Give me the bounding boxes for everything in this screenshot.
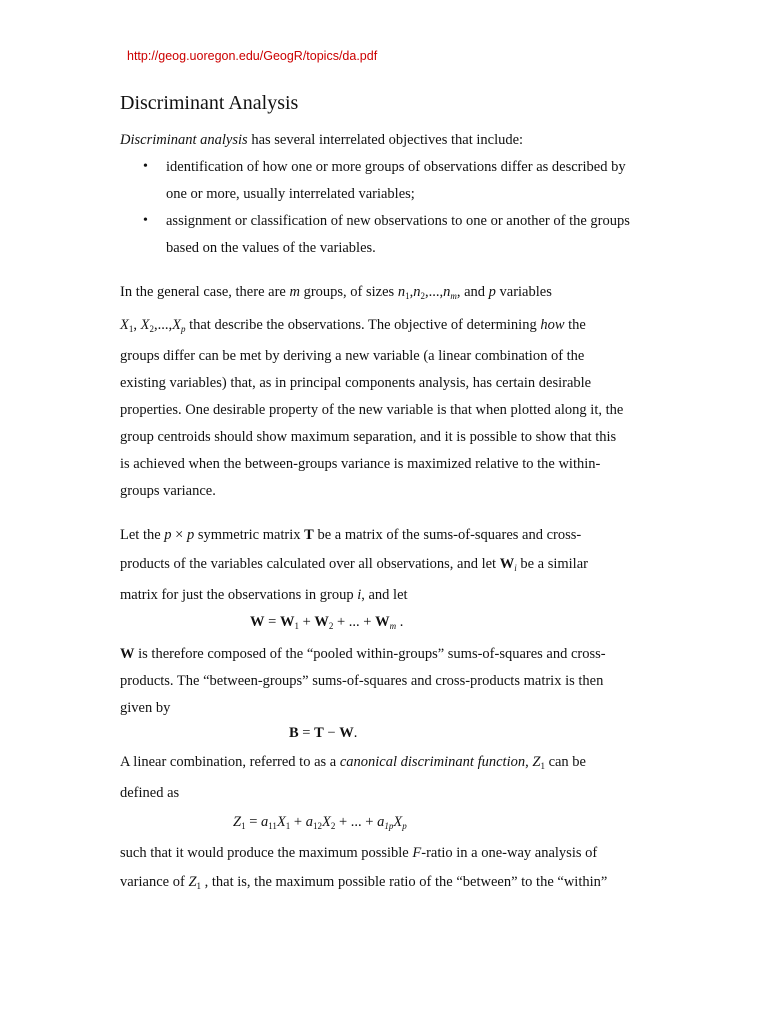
para5-line-1: such that it would produce the maximum possible F-ratio in a one-way analysis of [120,845,598,861]
para1-line-2: $X_1$, $X_2,...,X_p$ that describe the observations. The objective of determining how the [120,317,586,334]
para1-line-3: groups differ can be met by deriving a new variable (a linear combination of the [120,348,585,364]
equation-b: B = T − W. [289,725,358,741]
equation-z1: $Z_1 = a_{11}X_1 + a_{12}X_2$ + ... + $a_{1p}X_p$ [233,814,407,831]
bullet-2-line-1: assignment or classification of new observations to one or another of the groups [166,213,630,229]
para1-line-7: is achieved when the between-groups variance is maximized relative to the within- [120,456,601,472]
bullet-1-line-2: one or more, usually interrelated variables; [166,186,415,202]
para2-line-1: Let the p × p symmetric matrix T be a matrix of the sums-of-squares and cross- [120,527,582,543]
bullet-1-line-1: identification of how one or more groups of observations differ as described by [166,159,626,175]
para3-line-1: W is therefore composed of the “pooled within-groups” sums-of-squares and cross- [120,646,606,662]
para5-line-2: variance of $Z_1$ , that is, the maximum possible ratio of the “between” to the “within” [120,874,608,891]
bullet-marker: • [143,213,148,228]
para1-line-6: group centroids should show maximum separation, and it is possible to show that this [120,429,617,445]
para2-line-3: matrix for just the observations in group i, and let [120,587,408,603]
para4-line-1: A linear combination, referred to as a canonical discriminant function, $Z_1$ can be [120,754,586,771]
para4-line-2: defined as [120,785,180,801]
intro-line: Discriminant analysis has several interrelated objectives that include: [120,132,524,148]
equation-w-sum: $W = W_1 + W_2$ + ... + $W_m$ . [250,614,404,631]
page-title: Discriminant Analysis [120,92,299,114]
para3-line-2: products. The “between-groups” sums-of-squares and cross-products matrix is then [120,673,604,689]
para1-line-5: properties. One desirable property of the new variable is that when plotted along it, the [120,402,624,418]
bullet-2-line-2: based on the values of the variables. [166,240,376,256]
source-url-link[interactable]: http://geog.uoregon.edu/GeogR/topics/da.pdf [127,49,378,63]
para1-line-8: groups variance. [120,483,216,499]
para1-line-4: existing variables) that, as in principal components analysis, has certain desirable [120,375,592,391]
para2-line-2: products of the variables calculated over all observations, and let $W_i$ be a similar [120,556,588,573]
para1-line-1: In the general case, there are m groups, of sizes $n_1,n_2,...,n_m$, and p variables [120,284,552,301]
para3-line-3: given by [120,700,171,716]
bullet-marker: • [143,159,148,174]
